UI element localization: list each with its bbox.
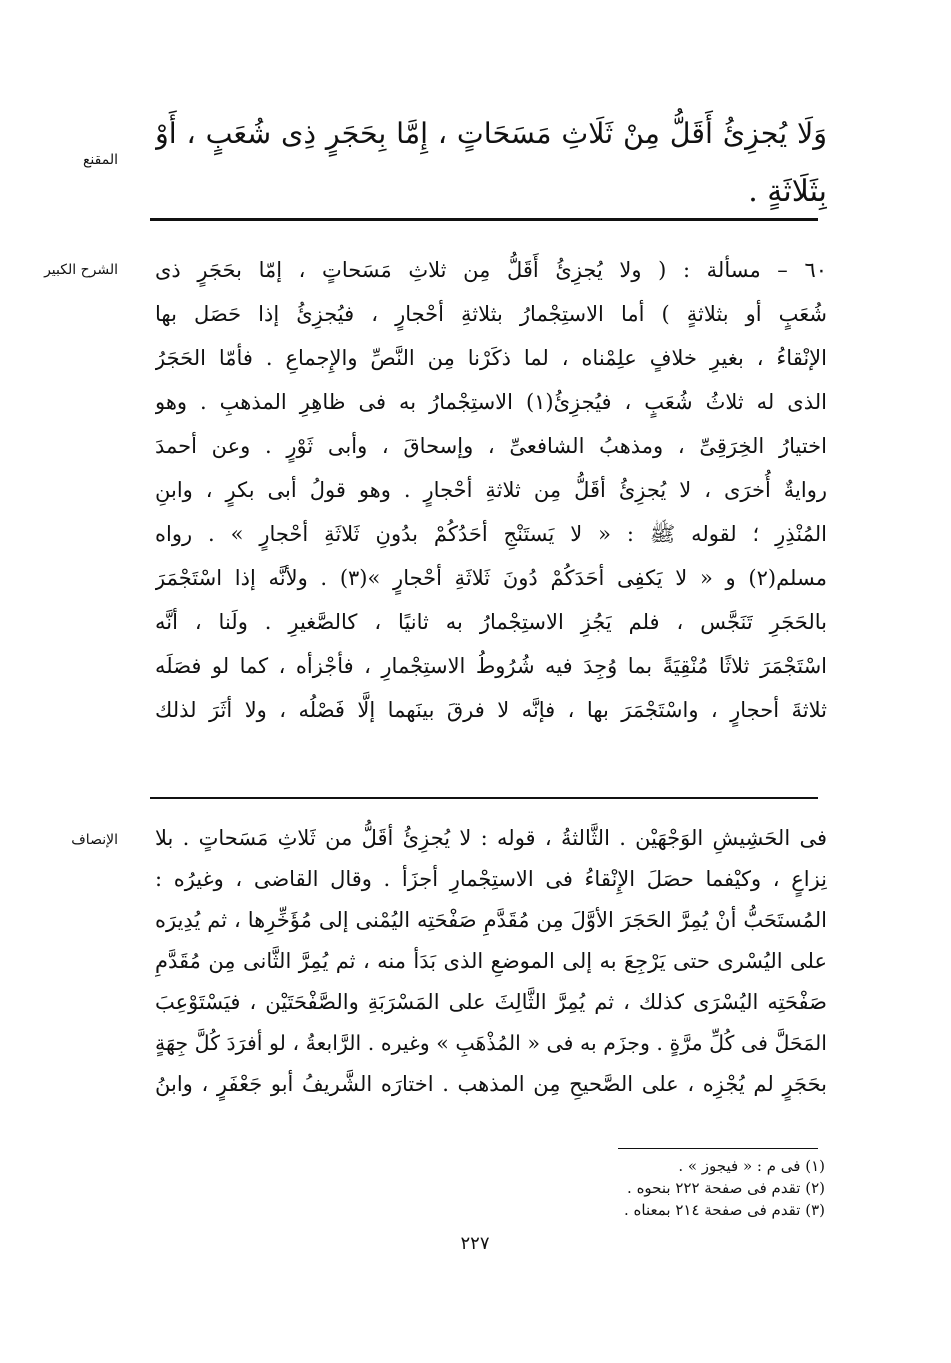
text-line: بِثَلَاثَةٍ . <box>748 174 827 209</box>
footnote-divider <box>618 1148 818 1149</box>
text-line: روايةٌ أُخرَى ، لا يُجزِئُ أقَلُّ مِن ثلاثةِ أحْجارٍ . وهو قولُ أبى بكرٍ ، وابنِ <box>155 478 827 502</box>
text-line: المُنْذِرِ ؛ لقوله ﷺ : « لا يَستَنْجِ أحَدُكُمْ بدُونِ ثَلاثَةِ أحْجارٍ » . رواه <box>155 522 827 546</box>
section-divider <box>150 218 818 221</box>
page-number: ٢٢٧ <box>460 1233 490 1254</box>
text-line: المَحَلَّ فى كُلِّ مرَّةٍ . وجزَم به فى « المُذْهَبِ » وغيره . الرَّابعةُ ، لو أفرَدَ كُلَّ جِهَةٍ <box>155 1031 827 1055</box>
text-line: اسْتَجْمَرَ ثلاثًا مُنْقِيَةً بما وُجِدَ فيه شُرُوطُ الاستِجْمارِ ، فأجْزأه ، كما لو فصَلَه <box>155 654 827 678</box>
sharh-section-label: الشرح الكبير <box>44 262 118 278</box>
text-line: الذى له ثلاثُ شُعَبٍ ، فيُجزِئُ(١) الاستِجْمارُ به فى ظاهِرِ المذهبِ . وهو <box>155 390 827 414</box>
footnotes <box>440 1155 825 1221</box>
muqni-text <box>155 105 827 221</box>
text-line: بالحَجَرِ تَنَجَّس ، فلم يَجُزِ الاستِجْمارُ به ثانيًا ، كالصَّغيرِ . ولَنا ، أنَّه <box>155 610 827 634</box>
footnote: (١) فى م : « فيجوز » . <box>678 1157 825 1175</box>
text-line: نِزاعٍ ، وكيْفما حصَلَ الإِنْقاءُ فى الاستِجْمارِ أجزَأ . وقال القاضى ، وغيرُه : <box>155 867 827 891</box>
text-line: فى الحَشِيشِ الوَجْهَيْن . الثَّالثةُ ، قوله : لا يُجزِئُ أقَلُّ من ثَلاثِ مَسَحاتٍ . بلا <box>155 826 827 850</box>
sharh-text <box>155 248 827 732</box>
text-line: ثلاثةَ أحجارٍ ، واسْتَجْمَرَ بها ، فإنَّه لا فرقَ بينَهما إلَّا فَصْلُه ، ولا أثَرَ لذلك <box>155 698 827 722</box>
text-line: صَفْحَتِه اليُسْرَى كذلك ، ثم يُمِرَّ الثَّالِثَ على المَسْرَبَةِ والصَّفْحَتَيْن ، فيَسْتَوْعِبَ <box>155 990 827 1014</box>
text-line: وَلَا يُجزِئُ أَقَلُّ مِنْ ثَلَاثِ مَسَحَاتٍ ، إِمَّا بِحَجَرٍ ذِى شُعَبٍ ، أَوْ <box>155 117 827 150</box>
text-line: شُعَبٍ أو بثلاثةٍ ) أما الاستِجْمارُ بثلاثةِ أحْجارٍ ، فيُجزِئُ إذا حَصَل بها <box>155 302 827 326</box>
muqni-section-label: المقنع <box>82 152 118 168</box>
text-line: اختيارُ الخِرَقِىِّ ، ومذهبُ الشافعىِّ ، وإسحاقَ ، وأبى ثَوْرٍ . وعن أحمدَ <box>155 434 827 458</box>
text-line: الإنْقاءُ ، بغيرِ خلافٍ علِمْناه ، لما ذكَرْنا مِن النَّصِّ والإِجماعِ . فأمّا الحَجَرُ <box>155 346 827 370</box>
insaf-text <box>155 818 827 1105</box>
footnote: (٣) تقدم فى صفحة ٢١٤ بمعناه . <box>623 1201 825 1219</box>
text-line: بحَجَرٍ لم يُجْزِه ، على الصَّحيحِ مِن المذهب . اختارَه الشَّريفُ أبو جَعْفَرٍ ، وابنُ <box>155 1072 827 1096</box>
section-divider <box>150 797 818 799</box>
text-line: مسلم(٢) و « لا يَكفِى أحَدَكُمْ دُونَ ثَلاثَةِ أحْجارٍ »(٣) . ولأنَّه إذا اسْتَجْمَرَ <box>155 566 827 590</box>
text-line: على اليُسْرى حتى يَرْجِعَ به إلى الموضعِ الذى بَدَأ منه ، ثم يُمِرَّ الثَّانى مِن مُقَدَّمِ <box>155 949 827 973</box>
text-line: ٦٠ – مسألة : ( ولا يُجزِئُ أَقَلُّ مِن ثلاثِ مَسَحاتٍ ، إمّا بحَجَرٍ ذى <box>155 258 827 282</box>
text-line: المُستَحَبُّ أنْ يُمِرَّ الحَجَرَ الأوَّلَ مِن مُقَدَّمِ صَفْحَتِه اليُمْنى إلى مُؤَخِّرِها ، ثم يُدِيرَه <box>155 908 827 932</box>
insaf-section-label: الإنصاف <box>71 832 118 848</box>
footnote: (٢) تقدم فى صفحة ٢٢٢ بنحوه . <box>627 1179 825 1197</box>
